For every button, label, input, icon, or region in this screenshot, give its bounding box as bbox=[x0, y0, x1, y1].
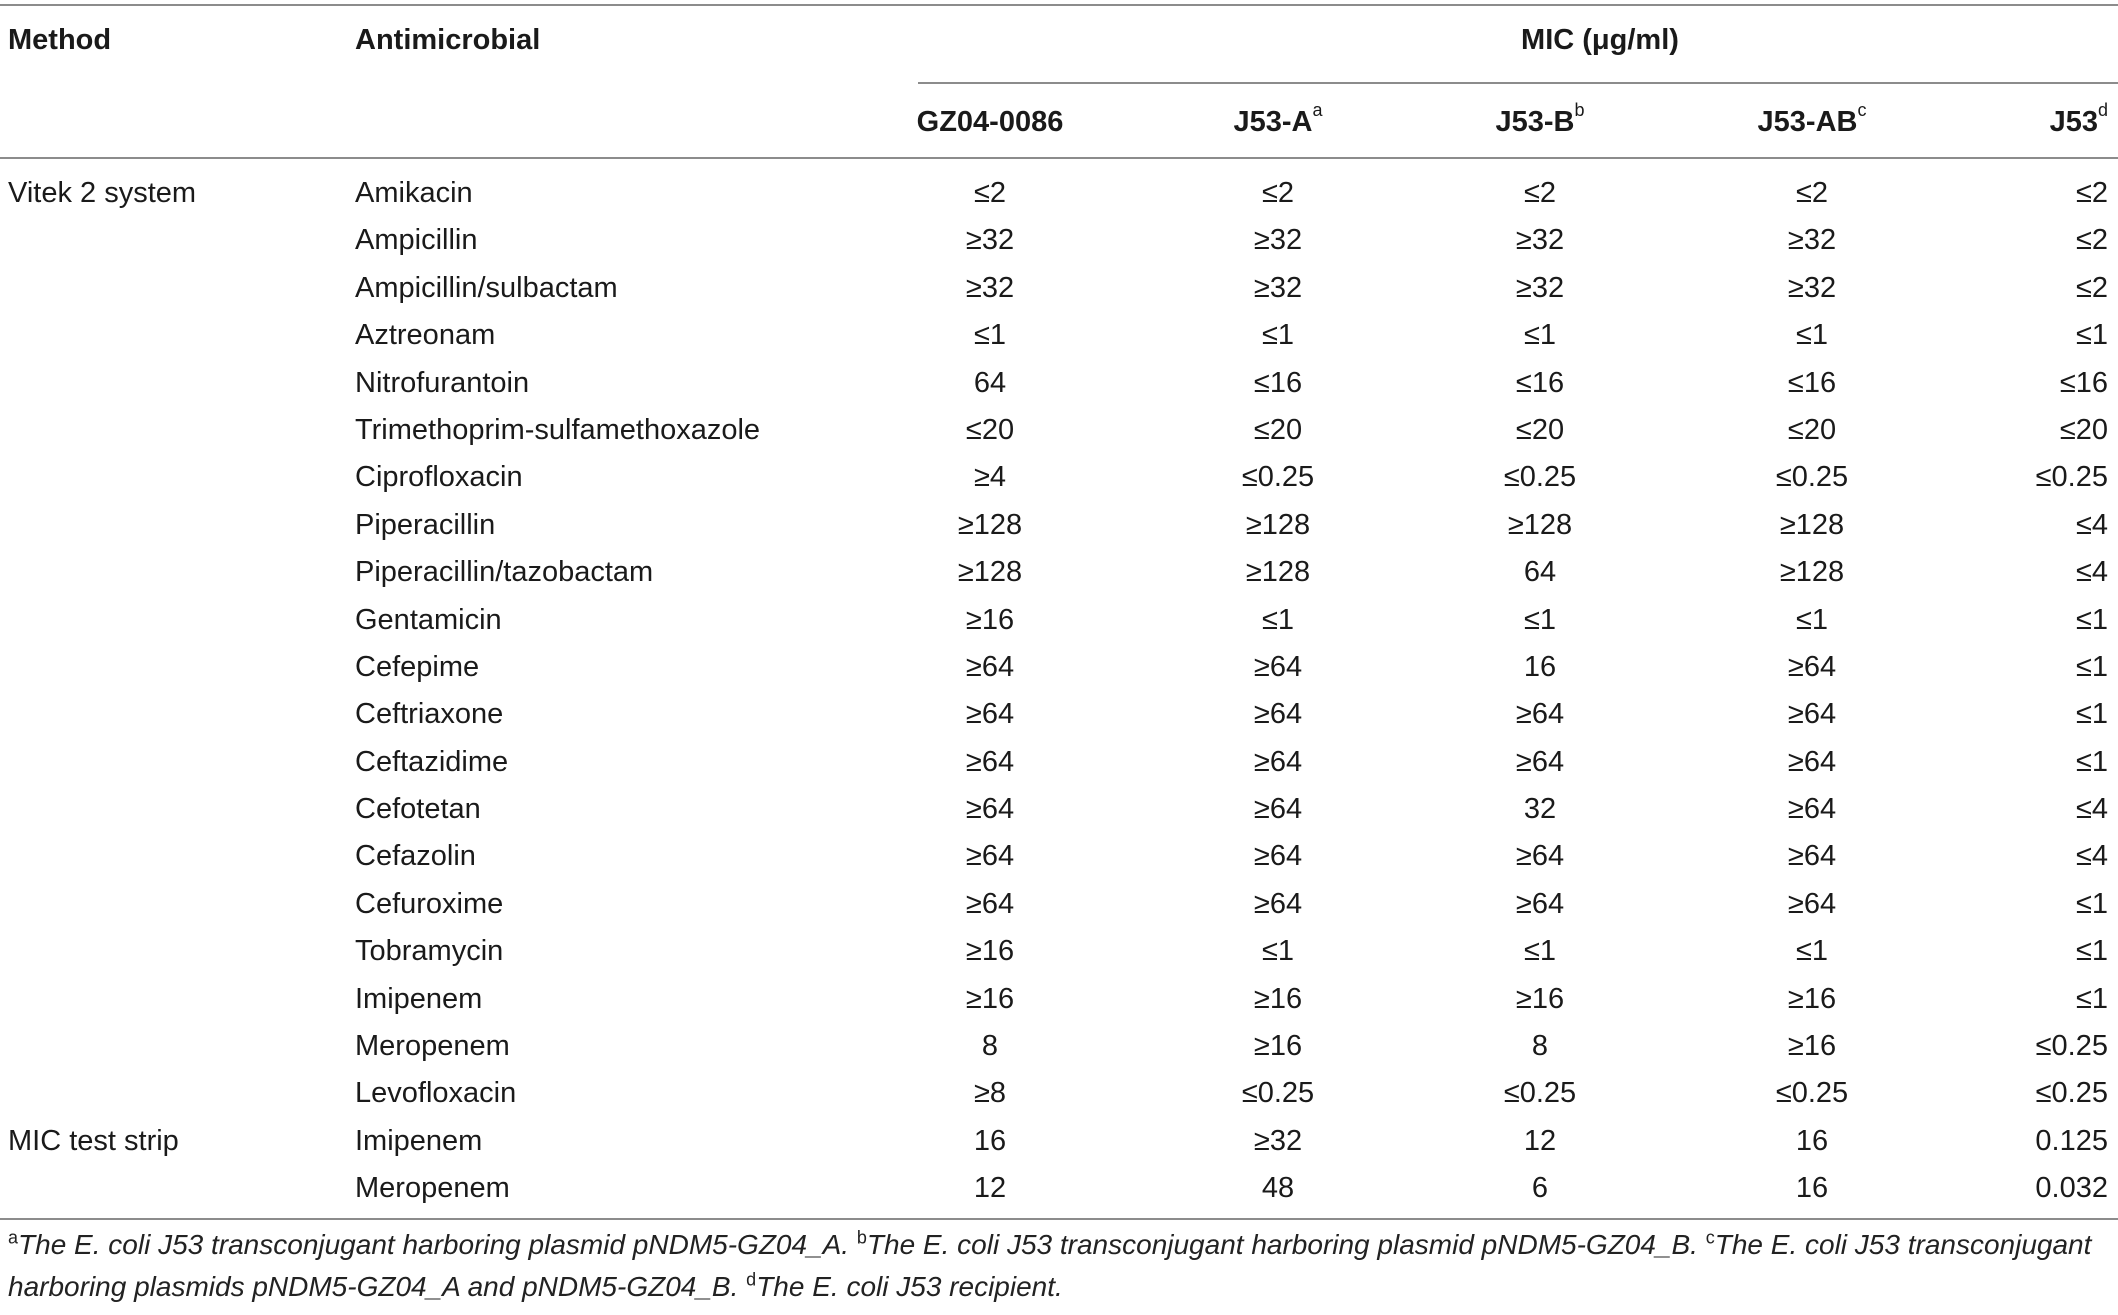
table-row bbox=[0, 838, 2118, 885]
mic-j53-b-cell: ≥64 bbox=[1515, 698, 1565, 731]
antimicrobial-cell: Cefepime bbox=[355, 650, 480, 683]
mic-j53-cell: ≤0.25 bbox=[2035, 1030, 2108, 1063]
table-top-rule bbox=[0, 4, 2118, 6]
mic-j53-cell: ≤1 bbox=[2075, 650, 2108, 683]
mic-j53-a-cell: ≥64 bbox=[1253, 887, 1303, 920]
mic-j53-ab-cell: ≤2 bbox=[1795, 177, 1829, 209]
mic-j53-cell: ≤1 bbox=[2075, 935, 2108, 968]
column-header-gz04-0086: GZ04-0086 bbox=[916, 106, 1064, 138]
mic-j53-b-cell: 6 bbox=[1531, 1172, 1549, 1205]
header-antimicrobial: Antimicrobial bbox=[355, 24, 541, 56]
mic-j53-b-cell: 64 bbox=[1523, 556, 1557, 589]
mic-j53-a-cell: 48 bbox=[1261, 1172, 1295, 1205]
mic-j53-ab-cell: ≥32 bbox=[1787, 224, 1837, 257]
mic-j53-b-cell: 8 bbox=[1531, 1030, 1549, 1063]
antimicrobial-cell: Cefuroxime bbox=[355, 887, 504, 920]
mic-j53-ab-cell: ≥64 bbox=[1787, 745, 1837, 778]
mic-gz04-0086-cell: ≥8 bbox=[973, 1077, 1007, 1110]
antimicrobial-cell: Gentamicin bbox=[355, 603, 502, 636]
mic-j53-a-cell: ≥32 bbox=[1253, 1124, 1303, 1157]
mic-j53-b-cell: ≤20 bbox=[1515, 413, 1565, 446]
mic-gz04-0086-cell: ≥64 bbox=[965, 745, 1015, 778]
table-row bbox=[0, 1123, 2118, 1170]
column-header-j53: J53$^d$ bbox=[2049, 100, 2108, 138]
mic-j53-a-cell: ≥64 bbox=[1253, 650, 1303, 683]
mic-gz04-0086-cell: ≤20 bbox=[965, 413, 1015, 446]
mic-j53-a-cell: ≤0.25 bbox=[1241, 461, 1315, 494]
mic-j53-a-cell: ≥32 bbox=[1253, 271, 1303, 304]
table-row bbox=[0, 933, 2118, 980]
mic-j53-cell: ≤4 bbox=[2075, 840, 2108, 873]
mic-gz04-0086-cell: ≤2 bbox=[973, 177, 1007, 209]
antimicrobial-cell: Ampicillin/sulbactam bbox=[355, 271, 618, 304]
mic-j53-ab-cell: ≤1 bbox=[1795, 319, 1829, 352]
antimicrobial-cell: Ceftriaxone bbox=[355, 698, 504, 731]
table-row bbox=[0, 365, 2118, 412]
antimicrobial-cell: Meropenem bbox=[355, 1172, 510, 1205]
table-row bbox=[0, 1075, 2118, 1122]
mic-gz04-0086-cell: ≥32 bbox=[965, 224, 1015, 257]
antimicrobial-cell: Imipenem bbox=[355, 1124, 483, 1157]
antimicrobial-cell: Trimethoprim-sulfamethoxazole bbox=[355, 413, 761, 446]
mic-gz04-0086-cell: 8 bbox=[981, 1030, 999, 1063]
mic-j53-a-cell: ≥64 bbox=[1253, 840, 1303, 873]
antimicrobial-cell: Nitrofurantoin bbox=[355, 366, 530, 399]
mic-span-rule bbox=[918, 82, 2118, 84]
mic-j53-b-cell: ≤0.25 bbox=[1503, 1077, 1577, 1110]
mic-j53-ab-cell: ≥32 bbox=[1787, 271, 1837, 304]
mic-j53-b-cell: 12 bbox=[1523, 1124, 1557, 1157]
antimicrobial-cell: Ceftazidime bbox=[355, 745, 509, 778]
header-method: Method bbox=[8, 24, 112, 56]
mic-j53-cell: 0.125 bbox=[2035, 1124, 2108, 1157]
mic-j53-cell: ≤1 bbox=[2075, 698, 2108, 731]
mic-j53-a-cell: ≥64 bbox=[1253, 698, 1303, 731]
mic-j53-cell: ≤1 bbox=[2075, 603, 2108, 636]
mic-gz04-0086-cell: ≥64 bbox=[965, 698, 1015, 731]
table-row bbox=[0, 649, 2118, 696]
mic-j53-b-cell: ≤1 bbox=[1523, 935, 1557, 968]
mic-j53-cell: ≤1 bbox=[2075, 887, 2108, 920]
column-header-j53-b: $J53-B^b$ bbox=[1495, 100, 1585, 138]
table-row bbox=[0, 981, 2118, 1028]
mic-j53-ab-cell: ≤0.25 bbox=[1775, 1077, 1849, 1110]
mic-j53-ab-cell: ≤20 bbox=[1787, 413, 1837, 446]
antimicrobial-cell: Cefotetan bbox=[355, 793, 481, 826]
mic-j53-a-cell: ≥128 bbox=[1245, 508, 1311, 541]
mic-j53-b-cell: ≥16 bbox=[1515, 982, 1565, 1015]
mic-j53-cell: 0.032 bbox=[2035, 1172, 2108, 1205]
mic-gz04-0086-cell: ≥64 bbox=[965, 650, 1015, 683]
mic-j53-a-cell: ≥128 bbox=[1245, 556, 1311, 589]
method-cell: MIC test strip bbox=[8, 1124, 179, 1157]
mic-gz04-0086-cell: ≥64 bbox=[965, 887, 1015, 920]
antimicrobial-cell: Ampicillin bbox=[355, 224, 478, 257]
antimicrobial-cell: Tobramycin bbox=[355, 935, 504, 968]
mic-gz04-0086-cell: 64 bbox=[973, 366, 1007, 399]
table-row bbox=[0, 459, 2118, 506]
mic-j53-a-cell: ≤16 bbox=[1253, 366, 1303, 399]
mic-j53-b-cell: ≥64 bbox=[1515, 887, 1565, 920]
antimicrobial-cell: Aztreonam bbox=[355, 319, 496, 352]
mic-j53-b-cell: ≤0.25 bbox=[1503, 461, 1577, 494]
mic-j53-ab-cell: ≤1 bbox=[1795, 935, 1829, 968]
table-row bbox=[0, 696, 2118, 743]
mic-j53-ab-cell: ≥128 bbox=[1779, 556, 1845, 589]
mic-j53-ab-cell: ≥64 bbox=[1787, 698, 1837, 731]
table-row bbox=[0, 791, 2118, 838]
mic-j53-ab-cell: ≥16 bbox=[1787, 1030, 1837, 1063]
table-row bbox=[0, 744, 2118, 791]
footnote-c: The E. coli J53 transconjugant harboring plasmids pNDM5-GZ04_A and pNDM5-GZ04_B. bbox=[8, 1229, 2092, 1302]
footnotes: $^a$The E. coli J53 transconjugant harboring plasmid pNDM5-GZ04_A. $^b$The E. coli J53 transconjugant harboring plasmid pNDM5-GZ04_B. $^c$The E. coli J53 transconjugant harboring plasmids pNDM5-GZ04_A and pNDM5-GZ04_B. $^d$The E. coli J53 recipient. bbox=[8, 1227, 2092, 1302]
mic-gz04-0086-cell: ≥128 bbox=[957, 556, 1023, 589]
table-row bbox=[0, 507, 2118, 554]
mic-j53-ab-cell: ≥64 bbox=[1787, 650, 1837, 683]
column-header-j53-ab: $J53-AB^c$ bbox=[1757, 100, 1867, 138]
mic-j53-b-cell: ≤1 bbox=[1523, 319, 1557, 352]
mic-j53-b-cell: ≥64 bbox=[1515, 840, 1565, 873]
mic-gz04-0086-cell: ≥64 bbox=[965, 840, 1015, 873]
mic-j53-cell: ≤2 bbox=[2075, 224, 2108, 257]
mic-j53-ab-cell: ≤1 bbox=[1795, 603, 1829, 636]
mic-j53-b-cell: ≤2 bbox=[1523, 177, 1557, 209]
mic-gz04-0086-cell: ≥4 bbox=[973, 461, 1007, 494]
mic-j53-ab-cell: ≥16 bbox=[1787, 982, 1837, 1015]
mic-j53-ab-cell: ≥64 bbox=[1787, 840, 1837, 873]
antimicrobial-cell: Ciprofloxacin bbox=[355, 461, 523, 494]
mic-j53-a-cell: ≤20 bbox=[1253, 413, 1303, 446]
column-header-j53-a: $J53-A^a$ bbox=[1233, 100, 1323, 138]
mic-j53-cell: ≤4 bbox=[2075, 556, 2108, 589]
mic-j53-cell: ≤16 bbox=[2059, 366, 2108, 399]
mic-gz04-0086-cell: 12 bbox=[973, 1172, 1007, 1205]
antimicrobial-cell: Cefazolin bbox=[355, 840, 476, 873]
mic-j53-cell: ≤1 bbox=[2075, 745, 2108, 778]
mic-j53-cell: ≤1 bbox=[2075, 319, 2108, 352]
mic-j53-a-cell: ≤2 bbox=[1261, 177, 1295, 209]
header-bottom-rule bbox=[0, 157, 2118, 159]
mic-gz04-0086-cell: ≤1 bbox=[973, 319, 1007, 352]
antimicrobial-cell: Meropenem bbox=[355, 1030, 510, 1063]
table-row bbox=[0, 270, 2118, 317]
mic-j53-ab-cell: ≤0.25 bbox=[1775, 461, 1849, 494]
mic-j53-a-cell: ≥32 bbox=[1253, 224, 1303, 257]
mic-j53-ab-cell: ≤16 bbox=[1787, 366, 1837, 399]
mic-j53-cell: ≤2 bbox=[2075, 177, 2108, 209]
mic-gz04-0086-cell: ≥32 bbox=[965, 271, 1015, 304]
antimicrobial-cell: Piperacillin/tazobactam bbox=[355, 556, 654, 589]
header-mic: MIC (μg/ml) bbox=[1521, 24, 1679, 56]
mic-j53-ab-cell: ≥128 bbox=[1779, 508, 1845, 541]
table-row bbox=[0, 602, 2118, 649]
mic-j53-b-cell: ≥64 bbox=[1515, 745, 1565, 778]
mic-j53-cell: ≤1 bbox=[2075, 982, 2108, 1015]
mic-j53-cell: ≤0.25 bbox=[2035, 1077, 2108, 1110]
footnote-b: The E. coli J53 transconjugant harboring plasmid pNDM5-GZ04_B. bbox=[866, 1229, 1698, 1260]
mic-j53-a-cell: ≤1 bbox=[1261, 935, 1295, 968]
mic-gz04-0086-cell: ≥64 bbox=[965, 793, 1015, 826]
mic-j53-ab-cell: 16 bbox=[1795, 1172, 1829, 1205]
mic-j53-ab-cell: 16 bbox=[1795, 1124, 1829, 1157]
mic-j53-b-cell: ≥32 bbox=[1515, 271, 1565, 304]
mic-gz04-0086-cell: ≥16 bbox=[965, 603, 1015, 636]
mic-j53-a-cell: ≥16 bbox=[1253, 1030, 1303, 1063]
mic-j53-a-cell: ≤1 bbox=[1261, 603, 1295, 636]
mic-j53-b-cell: ≤1 bbox=[1523, 603, 1557, 636]
table-bottom-rule bbox=[0, 1218, 2118, 1220]
mic-j53-a-cell: ≤0.25 bbox=[1241, 1077, 1315, 1110]
mic-j53-b-cell: 32 bbox=[1523, 793, 1557, 826]
mic-j53-ab-cell: ≥64 bbox=[1787, 793, 1837, 826]
mic-gz04-0086-cell: ≥16 bbox=[965, 935, 1015, 968]
mic-j53-b-cell: ≥32 bbox=[1515, 224, 1565, 257]
mic-j53-b-cell: 16 bbox=[1523, 650, 1557, 683]
table-row bbox=[0, 886, 2118, 933]
table-row bbox=[0, 412, 2118, 459]
mic-j53-a-cell: ≥16 bbox=[1253, 982, 1303, 1015]
footnote-a: The E. coli J53 transconjugant harboring plasmid pNDM5-GZ04_A. bbox=[18, 1229, 850, 1260]
method-cell: Vitek 2 system bbox=[8, 177, 197, 209]
table-row bbox=[0, 317, 2118, 364]
antimicrobial-cell: Piperacillin bbox=[355, 508, 496, 541]
mic-j53-b-cell: ≤16 bbox=[1515, 366, 1565, 399]
table-body bbox=[0, 175, 2118, 1218]
mic-j53-cell: ≤2 bbox=[2075, 271, 2108, 304]
table-row bbox=[0, 554, 2118, 601]
mic-j53-a-cell: ≥64 bbox=[1253, 745, 1303, 778]
mic-j53-cell: ≤20 bbox=[2059, 413, 2108, 446]
mic-j53-a-cell: ≥64 bbox=[1253, 793, 1303, 826]
antimicrobial-cell: Imipenem bbox=[355, 982, 483, 1015]
antimicrobial-cell: Levofloxacin bbox=[355, 1077, 517, 1110]
table-row bbox=[0, 222, 2118, 269]
mic-j53-cell: ≤0.25 bbox=[2035, 461, 2108, 494]
mic-j53-cell: ≤4 bbox=[2075, 508, 2108, 541]
footnote-d: The E. coli J53 recipient. bbox=[756, 1271, 1063, 1302]
mic-gz04-0086-cell: 16 bbox=[973, 1124, 1007, 1157]
table-row bbox=[0, 1028, 2118, 1075]
mic-j53-cell: ≤4 bbox=[2075, 793, 2108, 826]
table-row bbox=[0, 1170, 2118, 1217]
table-row bbox=[0, 175, 2118, 222]
mic-j53-a-cell: ≤1 bbox=[1261, 319, 1295, 352]
antimicrobial-cell: Amikacin bbox=[355, 177, 473, 209]
mic-gz04-0086-cell: ≥128 bbox=[957, 508, 1023, 541]
mic-gz04-0086-cell: ≥16 bbox=[965, 982, 1015, 1015]
mic-j53-b-cell: ≥128 bbox=[1507, 508, 1573, 541]
mic-j53-ab-cell: ≥64 bbox=[1787, 887, 1837, 920]
